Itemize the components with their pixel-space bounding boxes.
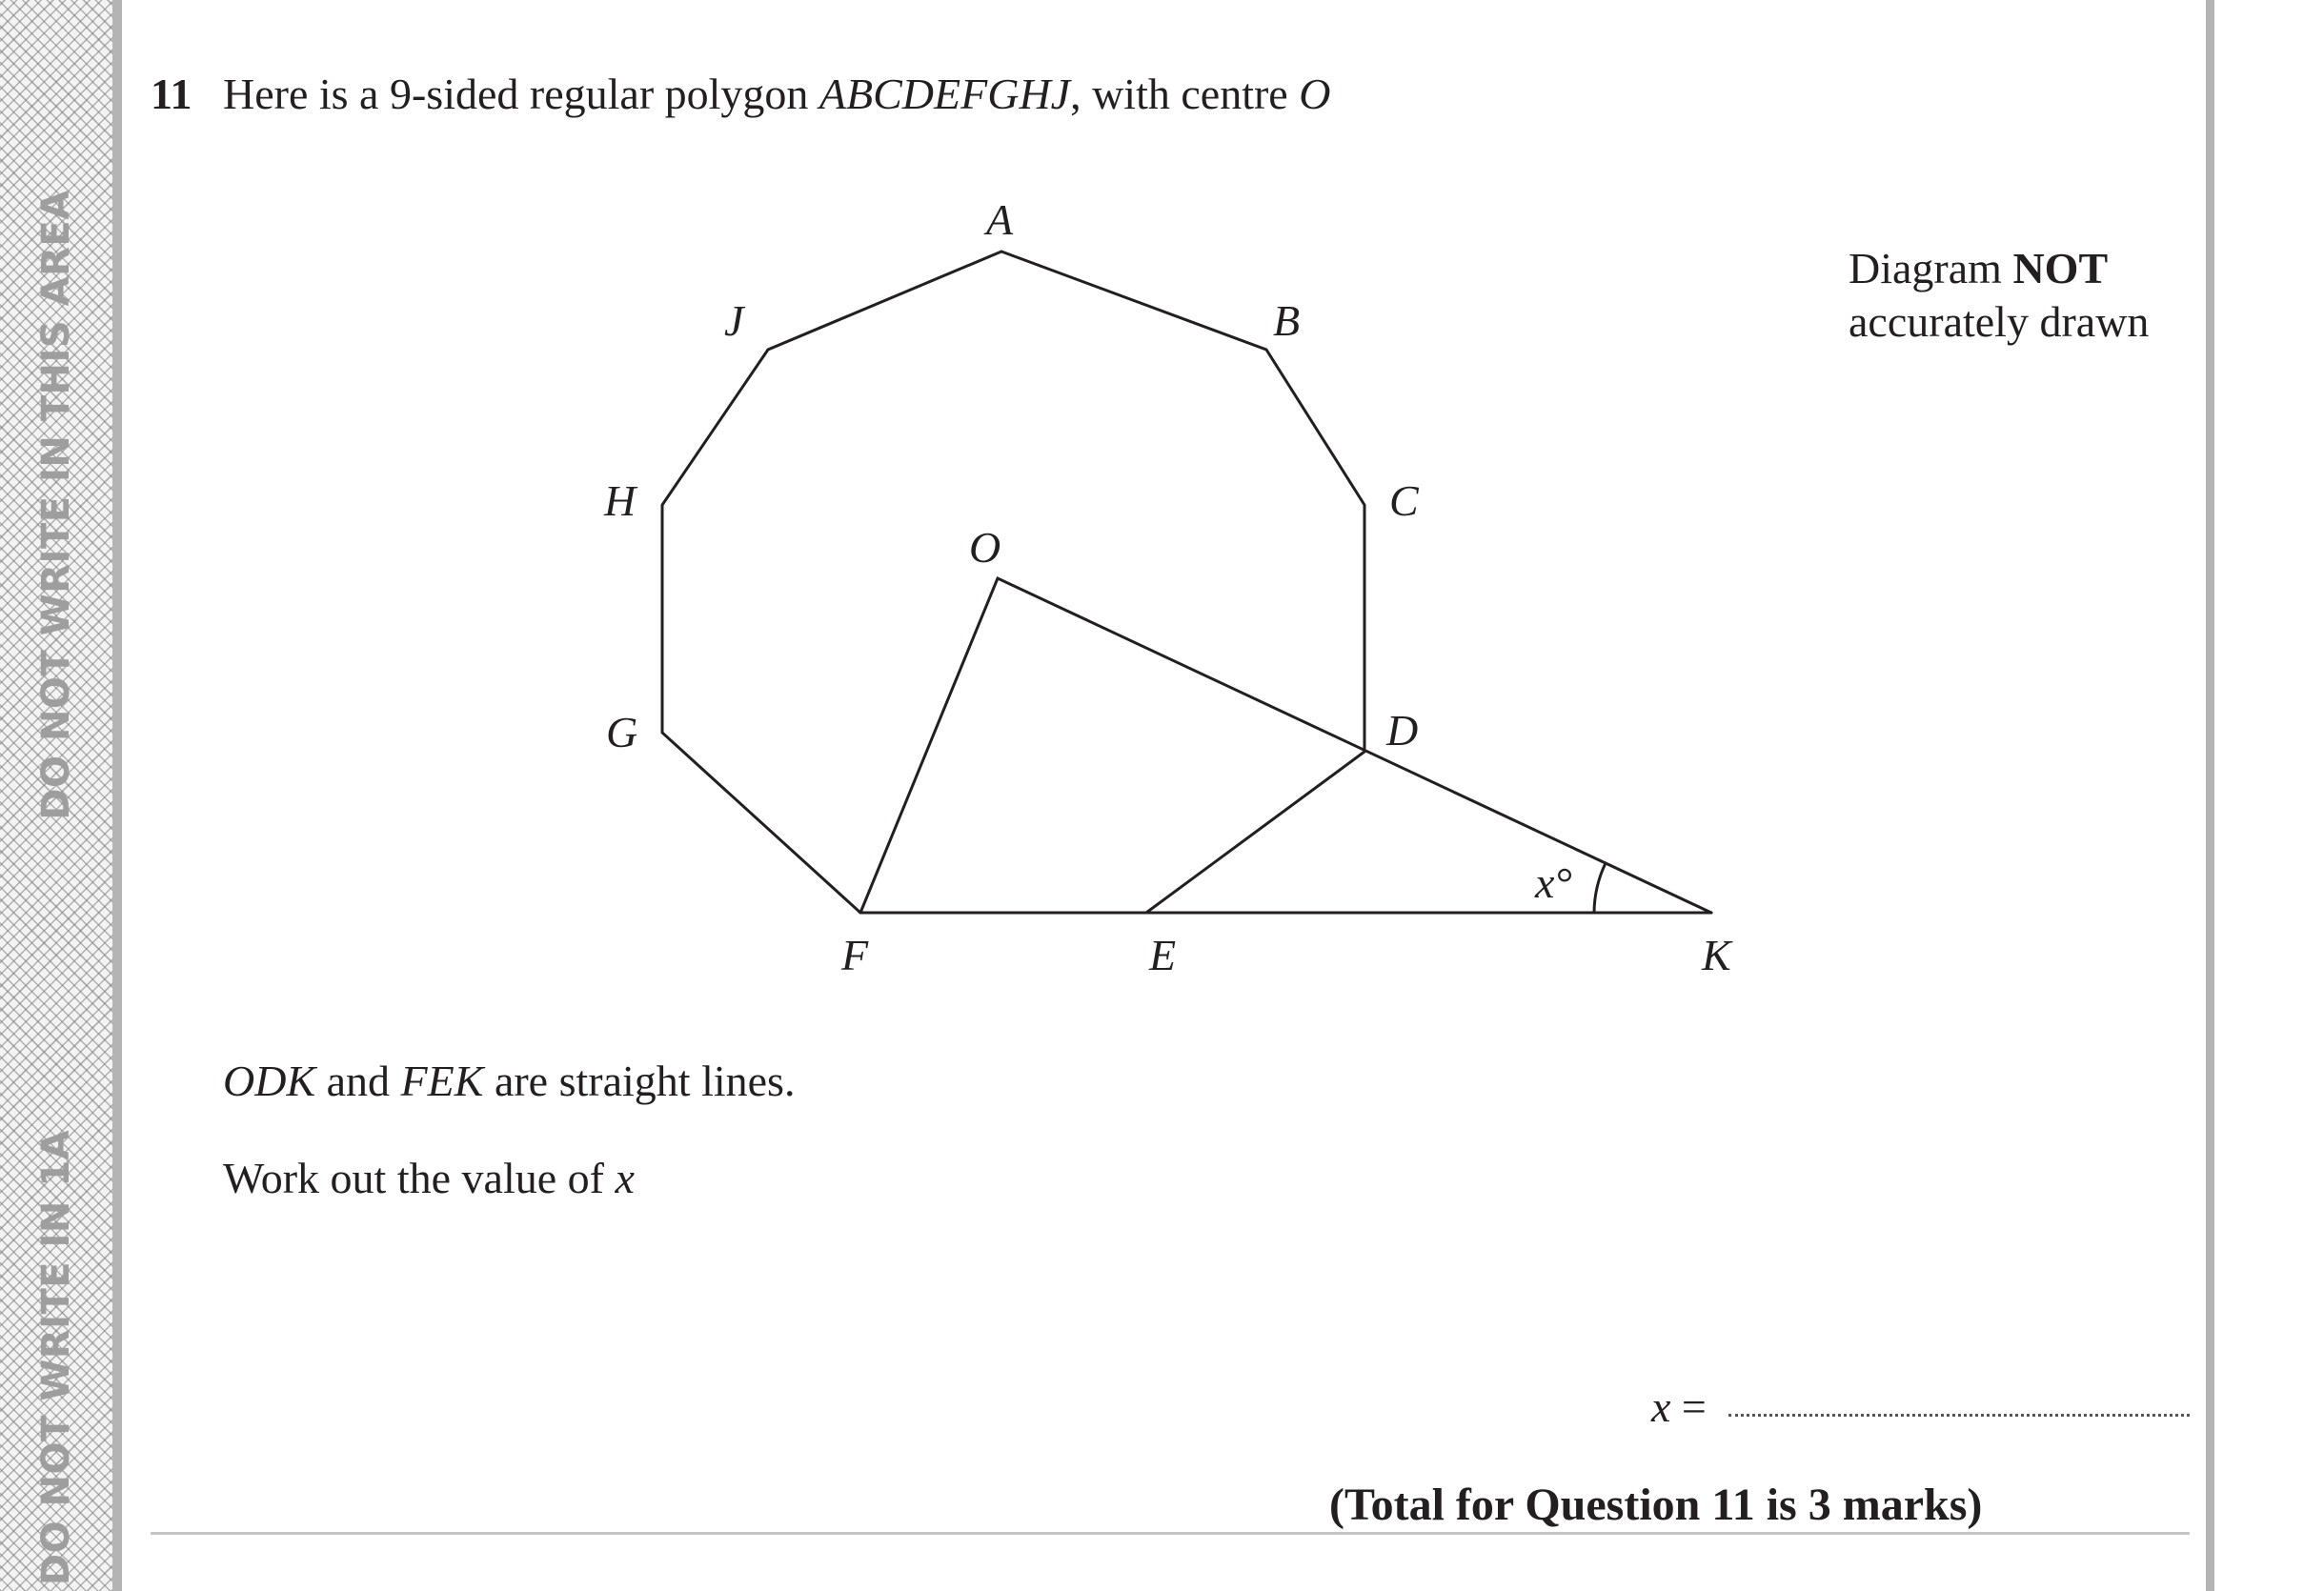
statement-rest: are straight lines.: [483, 1057, 796, 1105]
angle-arc-x: [1594, 863, 1606, 913]
note-suffix: accurately drawn: [1849, 297, 2150, 346]
nonagon-outline: [662, 252, 1364, 913]
vertex-label-c: C: [1389, 476, 1419, 525]
note-emphasis: NOT: [2012, 244, 2109, 292]
vertex-label-b: B: [1273, 296, 1301, 345]
vertex-label-d: D: [1386, 706, 1419, 755]
centre-label-o: O: [969, 523, 1001, 572]
answer-line[interactable]: [1728, 1414, 2190, 1417]
point-label-k: K: [1702, 931, 1731, 979]
line-name-fek: FEK: [400, 1057, 484, 1105]
margin-warning-bottom: DO NOT WRITE IN 1A: [34, 1129, 78, 1586]
question-intro-middle: , with centre: [1070, 70, 1300, 118]
line-name-odk: ODK: [223, 1057, 316, 1105]
margin-warning-top: DO NOT WRITE IN THIS AREA: [34, 190, 78, 820]
instruction-variable: x: [615, 1154, 635, 1202]
instruction-text: Work out the value of: [223, 1154, 616, 1202]
vertex-label-j: J: [724, 296, 744, 345]
vertex-label-g: G: [606, 708, 638, 756]
answer-label: [1651, 1381, 1707, 1432]
straight-lines-statement: [223, 1056, 795, 1106]
answer-equals: =: [1670, 1382, 1707, 1431]
line-f-o-k: [860, 578, 1711, 913]
vertex-label-a: A: [986, 195, 1014, 244]
vertex-label-f: F: [841, 931, 869, 979]
vertex-label-e: E: [1149, 931, 1177, 979]
bottom-rule: [151, 1532, 2190, 1535]
instruction: [223, 1153, 635, 1203]
answer-variable: x: [1651, 1382, 1671, 1431]
angle-label-x: x°: [1535, 858, 1572, 907]
centre-name: O: [1299, 70, 1331, 118]
note-prefix: Diagram: [1849, 244, 2013, 292]
polygon-name: ABCDEFGHJ: [818, 70, 1071, 118]
vertex-label-h: H: [604, 476, 637, 525]
total-marks: (Total for Question 11 is 3 marks): [1329, 1480, 1983, 1530]
question-intro-prefix: Here is a 9-sided regular polygon: [223, 70, 819, 118]
statement-and: and: [315, 1057, 401, 1105]
question-number: 11: [151, 70, 192, 118]
